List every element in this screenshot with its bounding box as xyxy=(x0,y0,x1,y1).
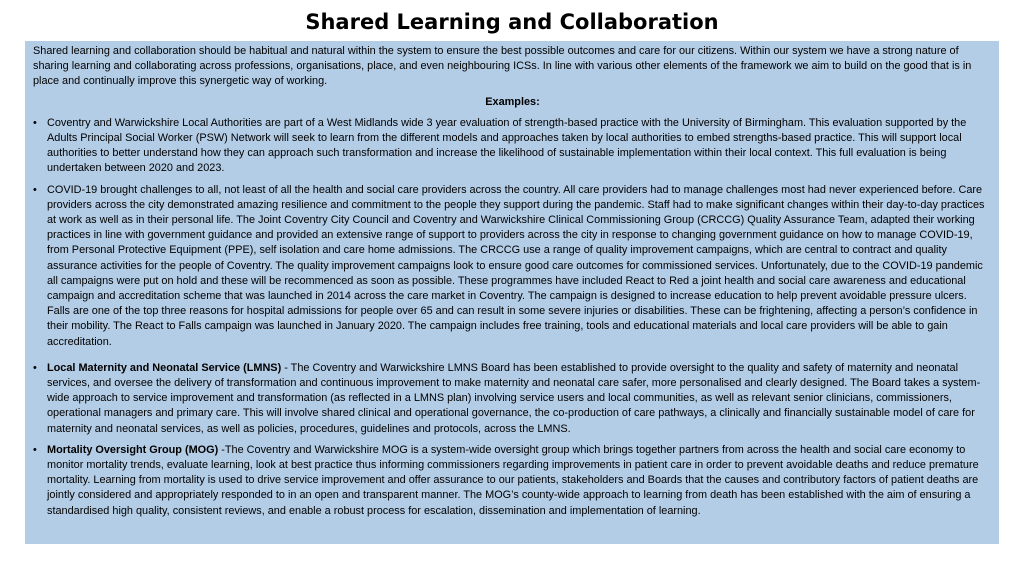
list-item xyxy=(33,116,992,177)
intro-paragraph: Shared learning and collaboration should be habitual and natural within the system to ensure the best possible outcomes and care for our citizens. Within our system we have a strong nature of sharing learning and collaborating across professions, organisations, place, and even neighbouring ICSs. In line with various other elements of the framework we aim to build on the good that is in place and continually improve this synergetic way of working. xyxy=(33,45,972,88)
bullet-icon: • xyxy=(33,116,37,129)
item-text: Coventry and Warwickshire Local Authorities are part of a West Midlands wide 3 year evaluation of strength-based practice with the University of Birmingham. This evaluation supported by the Adults Principal Social Worker (PSW) Network will seek to learn from the different models and approaches taken by local authorities to embed strengths-based practice. This will support local authorities to better understand how they can approach such transformation and increase the likelihood of sustainable implementation within their local context. This full evaluation is being undertaken between 2020 and 2023. xyxy=(47,116,967,175)
bullet-icon: • xyxy=(33,361,37,374)
list-item xyxy=(33,443,992,519)
item-text: COVID-19 brought challenges to all, not least of all the health and social care providers across the country. All care providers had to manage challenges most had never experienced before. Care providers across the city demonstrated amazing resilience and commitment to the people they support during the pandemic. Staff had to make significant changes within their day-to-day practices at work as well as in their personal life. The Joint Coventry City Council and Coventry and Warwickshire Clinical Commissioning Group (CRCCG) Quality Assurance Team, adapted their working practices in line with government guidance and provided an extensive range of support to providers across the city in response to changing government guidance on how to manage COVID-19, from Personal Protective Equipment (PPE), self isolation and care home admissions. The CRCCG use a range of quality improvement campaigns, which are central to contract and quality assurance activities for the people of Coventry. The quality improvement campaigns look to ensure good care outcomes for commissioned services. Unfortunately, due to the COVID-19 pandemic all campaigns were put on hold and these will be recommenced as soon as possible. These programmes have included React to Red a joint health and social care awareness and educational campaign and accreditation scheme that was launched in 2014 across the care market in Coventry. The campaign is designed to increase education to help prevent avoidable pressure ulcers. Falls are one of the top three reasons for hospital admissions for people over 65 and can result in some severe injuries or disabilities. These can be frightening, affecting a person’s confidence in their mobility. The React to Falls campaign was launched in January 2020. The campaign includes free training, tools and educational materials and local care providers will be able to gain accreditation. xyxy=(47,183,985,348)
list-item xyxy=(33,183,992,350)
examples-heading: Examples: xyxy=(485,95,540,108)
bullet-icon: • xyxy=(33,183,37,196)
slide-title: Shared Learning and Collaboration xyxy=(305,10,719,34)
examples-list xyxy=(33,116,992,519)
item-text: -The Coventry and Warwickshire MOG is a system-wide oversight group which brings together partners from across the health and social care economy to monitor mortality trends, evaluate learning, look at best practice thus informing commissioners regarding improvements in patient care in order to prevent avoidable deaths and reduce premature mortality. Learning from mortality is used to drive service improvement and offer assurance to our patients, stakeholders and Boards that the causes and contributory factors of patient deaths are jointly considered and appropriately responded to in an open and transparent manner. The MOG’s county-wide approach to learning from death has been established with the aim of ensuring a standardised high quality, consistent reviews, and enable a robust process for escalation, dissemination and implementation of learning. xyxy=(47,443,979,517)
item-lead: Mortality Oversight Group (MOG) xyxy=(47,443,219,456)
item-lead: Local Maternity and Neonatal Service (LMNS) xyxy=(47,361,282,374)
content-panel xyxy=(25,41,999,544)
bullet-icon: • xyxy=(33,443,37,456)
list-item xyxy=(33,361,992,437)
item-text: - The Coventry and Warwickshire LMNS Board has been established to provide oversight to the quality and safety of maternity and neonatal services, and oversee the delivery of transformation and continuous improvement to make maternity and neonatal care safer, more personalised and clearly designed. The Board takes a system-wide approach to service improvement and transformation (as reflected in a LMNS plan) involving service users and local communities, as well as relevant senior clinicians, commissioners, operational managers and primary care. This will involve shared clinical and operational governance, the co-production of care pathways, a clinically and financially sustainable model of care for maternity and neonatal services, as well as policies, procedures, guidelines and protocols, across the LMNS. xyxy=(47,361,981,435)
